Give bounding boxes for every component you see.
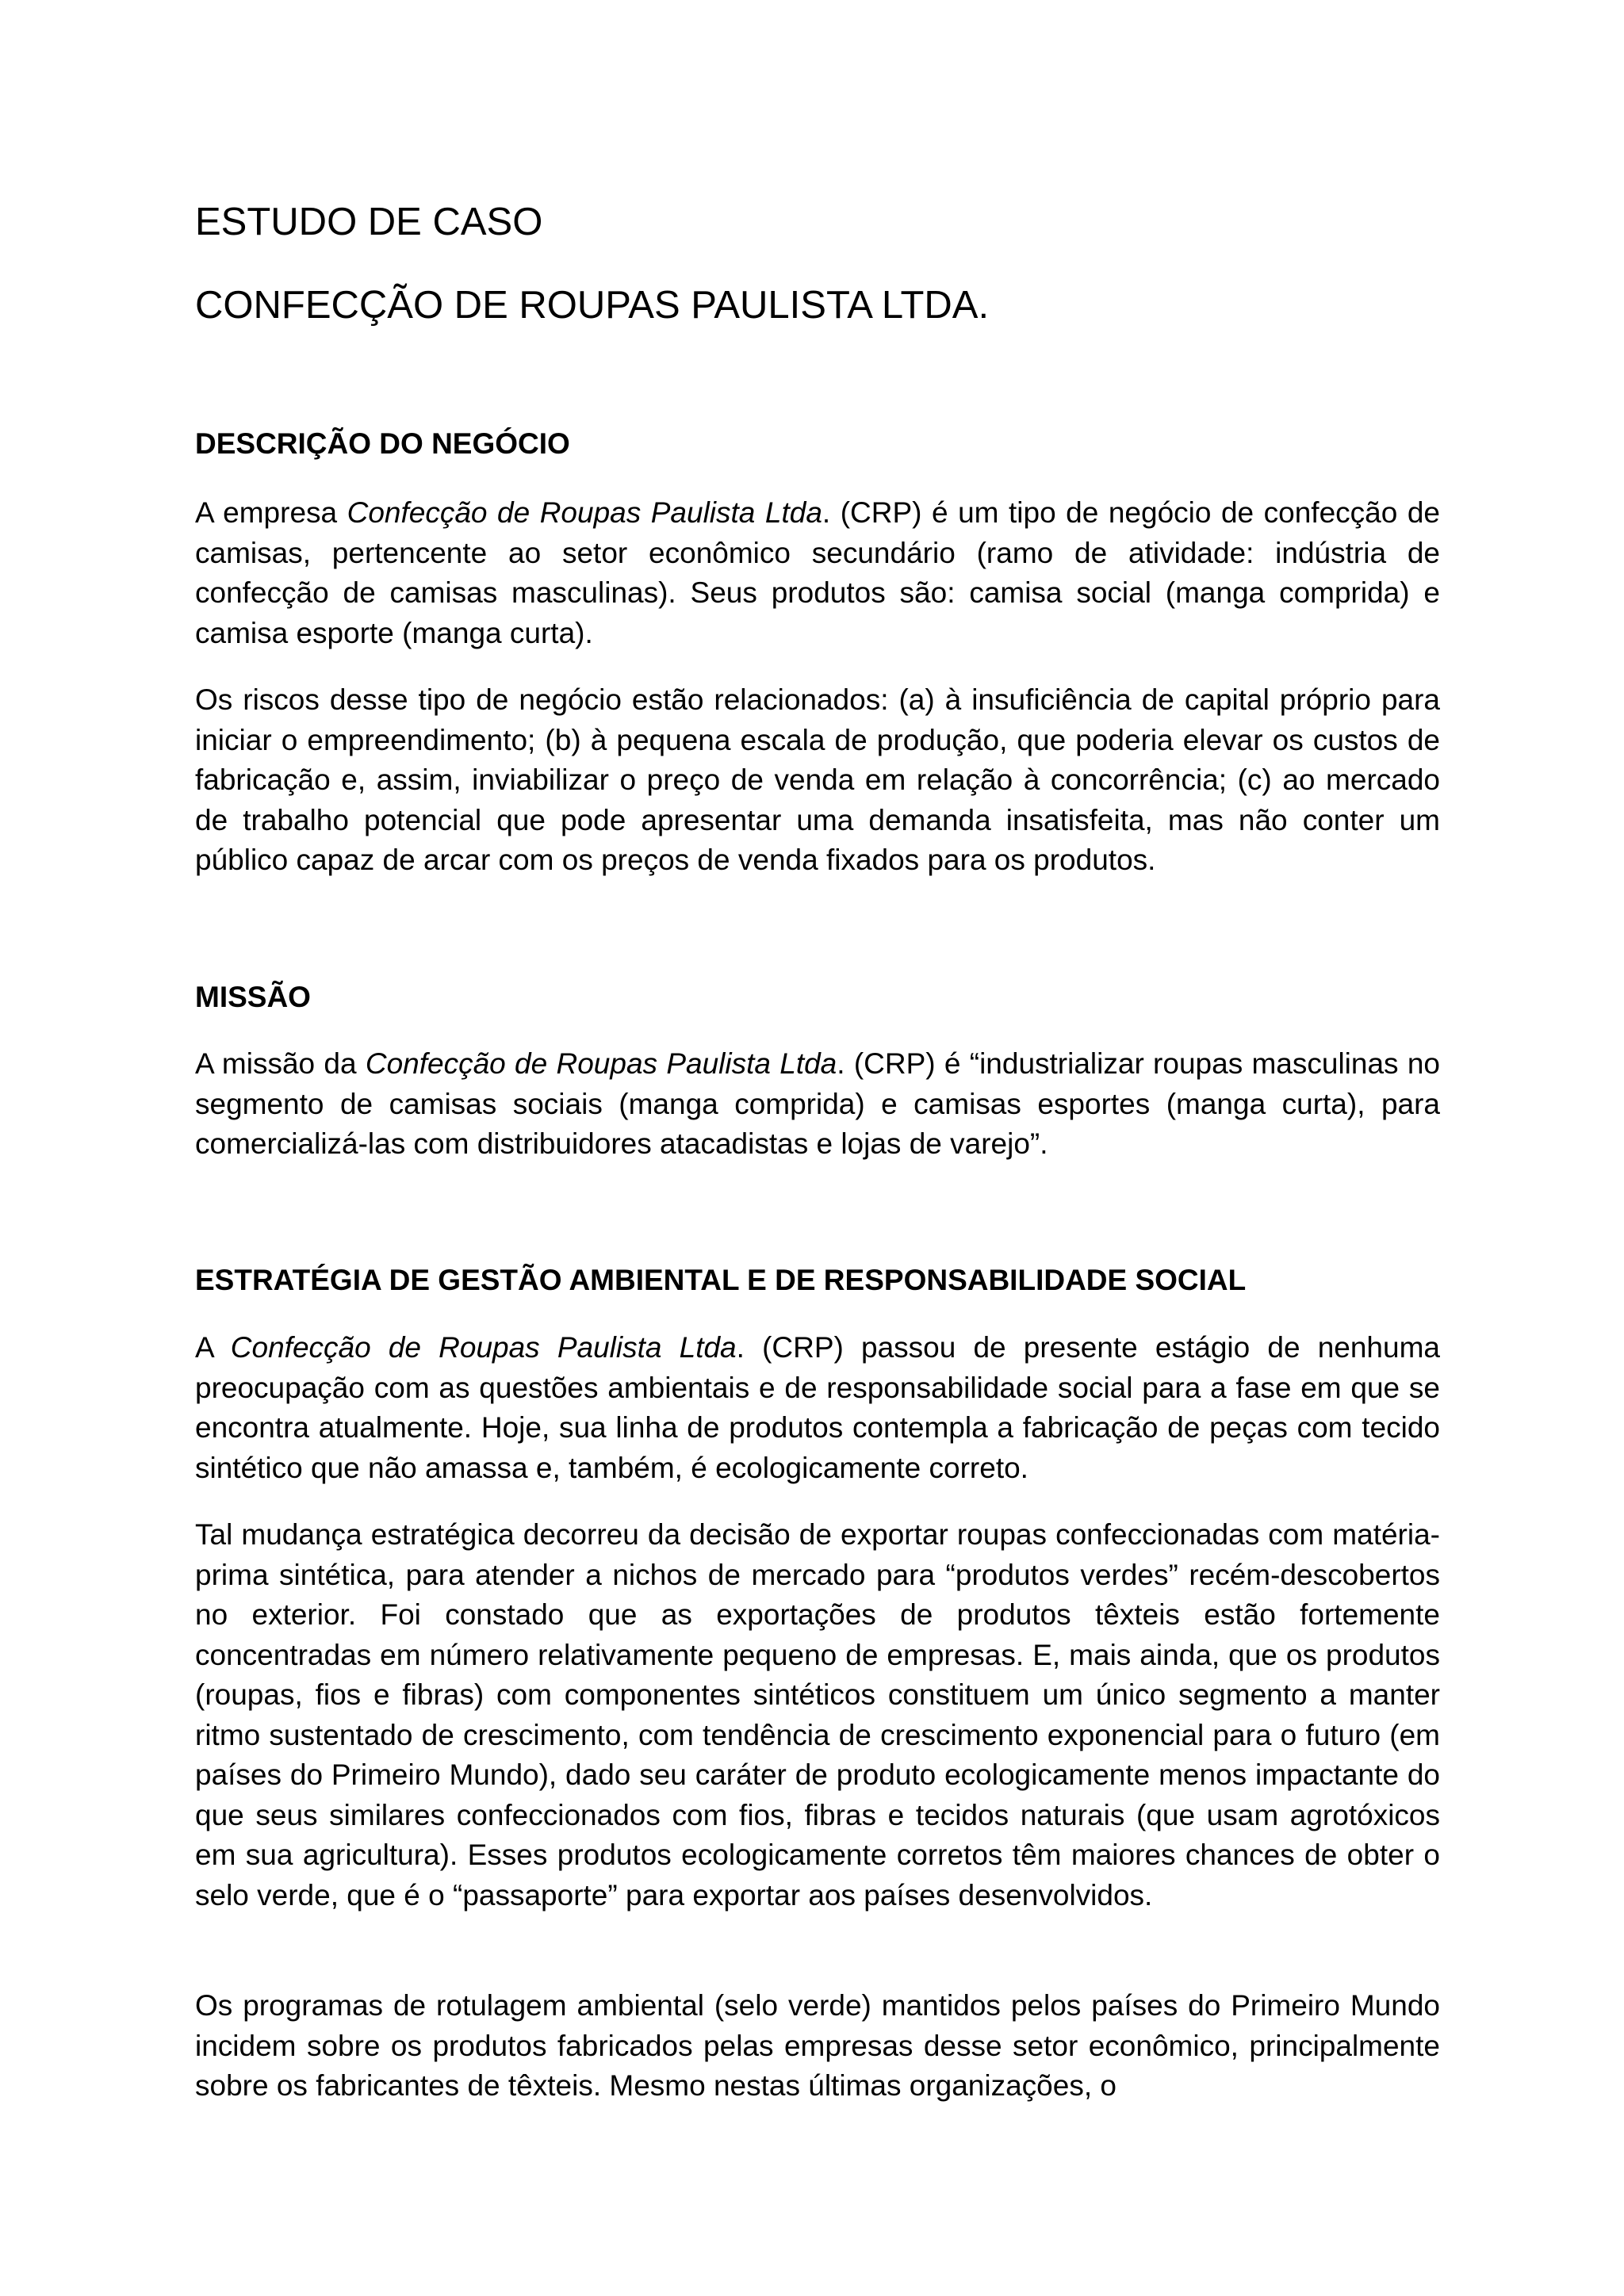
company-name: Confecção de Roupas Paulista Ltda: [230, 1331, 737, 1364]
paragraph-text: . (CRP) passou de presente estágio de nenhuma preocupação com as questões ambientais e de responsabilidade social para a fase em que se encontra atualmente. Hoje, sua linha de produtos contempla a fabricação de peças com tecido sintético que não amassa e, também, é ecologicamente correto.: [195, 1331, 1440, 1484]
paragraph-text: . (CRP) é “industrializar roupas masculinas no segmento de camisas sociais (manga comprida) e camisas esportes (manga curta), para comercializá-las com distribuidores atacadistas e lojas de varejo”.: [195, 1047, 1441, 1160]
paragraph-environmental-strategy-2: Tal mudança estratégica decorreu da decisão de exportar roupas confeccionadas com matéria-prima sintética, para atender a nichos de mercado para “produtos verdes” recém-descobertos no exterior. Foi constado que as exportações de produtos têxteis estão fortemente concentradas em número relativamente pequeno de empresas. E, mais ainda, que os produtos (roupas, fios e fibras) com componentes sintéticos constituem um único segmento a manter ritmo sustentado de crescimento, com tendência de crescimento exponencial para o futuro (em países do Primeiro Mundo), dado seu caráter de produto ecologicamente menos impactante do que seus similares confeccionados com fios, fibras e tecidos naturais (que usam agrotóxicos em sua agricultura). Esses produtos ecologicamente corretos têm maiores chances de obter o selo verde, que é o “passaporte” para exportar aos países desenvolvidos.: [195, 1518, 1440, 1911]
document-title-line2: CONFECÇÃO DE ROUPAS PAULISTA LTDA.: [195, 284, 990, 327]
paragraph-business-risks: Os riscos desse tipo de negócio estão relacionados: (a) à insuficiência de capital próprio para iniciar o empreendimento; (b) à pequena escala de produção, que poderia elevar os custos de fabricação e, assim, inviabilizar o preço de venda em relação à concorrência; (c) ao mercado de trabalho potencial que pode apresentar uma demanda insatisfeita, mas não conter um público capaz de arcar com os preços de venda fixados para os produtos.: [195, 683, 1440, 876]
company-name: Confecção de Roupas Paulista Ltda: [347, 496, 822, 529]
section-heading-mission: MISSÃO: [195, 981, 311, 1013]
paragraph-mission: [195, 1044, 1440, 1165]
paragraph-prefix: A missão da: [195, 1047, 366, 1080]
paragraph-text: . (CRP) é um tipo de negócio de confecção de camisas, pertencente ao setor econômico secundário (ramo de atividade: indústria de confecção de camisas masculinas). Seus produtos são: camisa social (manga comprida) e camisa esporte (manga curta).: [195, 496, 1440, 649]
paragraph-business-description-1: [195, 493, 1440, 653]
document-title-line1: ESTUDO DE CASO: [195, 201, 543, 243]
paragraph-environmental-strategy-3: Os programas de rotulagem ambiental (selo verde) mantidos pelos países do Primeiro Mundo incidem sobre os produtos fabricados pelas empresas desse setor econômico, principalmente sobre os fabricantes de têxteis. Mesmo nestas últimas organizações, o: [195, 1989, 1440, 2102]
paragraph-environmental-strategy-1: [195, 1328, 1440, 1488]
company-name: Confecção de Roupas Paulista Ltda: [365, 1047, 837, 1080]
paragraph-prefix: A empresa: [195, 496, 347, 529]
section-heading-business-description: DESCRIÇÃO DO NEGÓCIO: [195, 427, 570, 460]
paragraph-prefix: A: [195, 1331, 231, 1364]
section-heading-environmental-strategy: ESTRATÉGIA DE GESTÃO AMBIENTAL E DE RESPONSABILIDADE SOCIAL: [195, 1264, 1247, 1296]
